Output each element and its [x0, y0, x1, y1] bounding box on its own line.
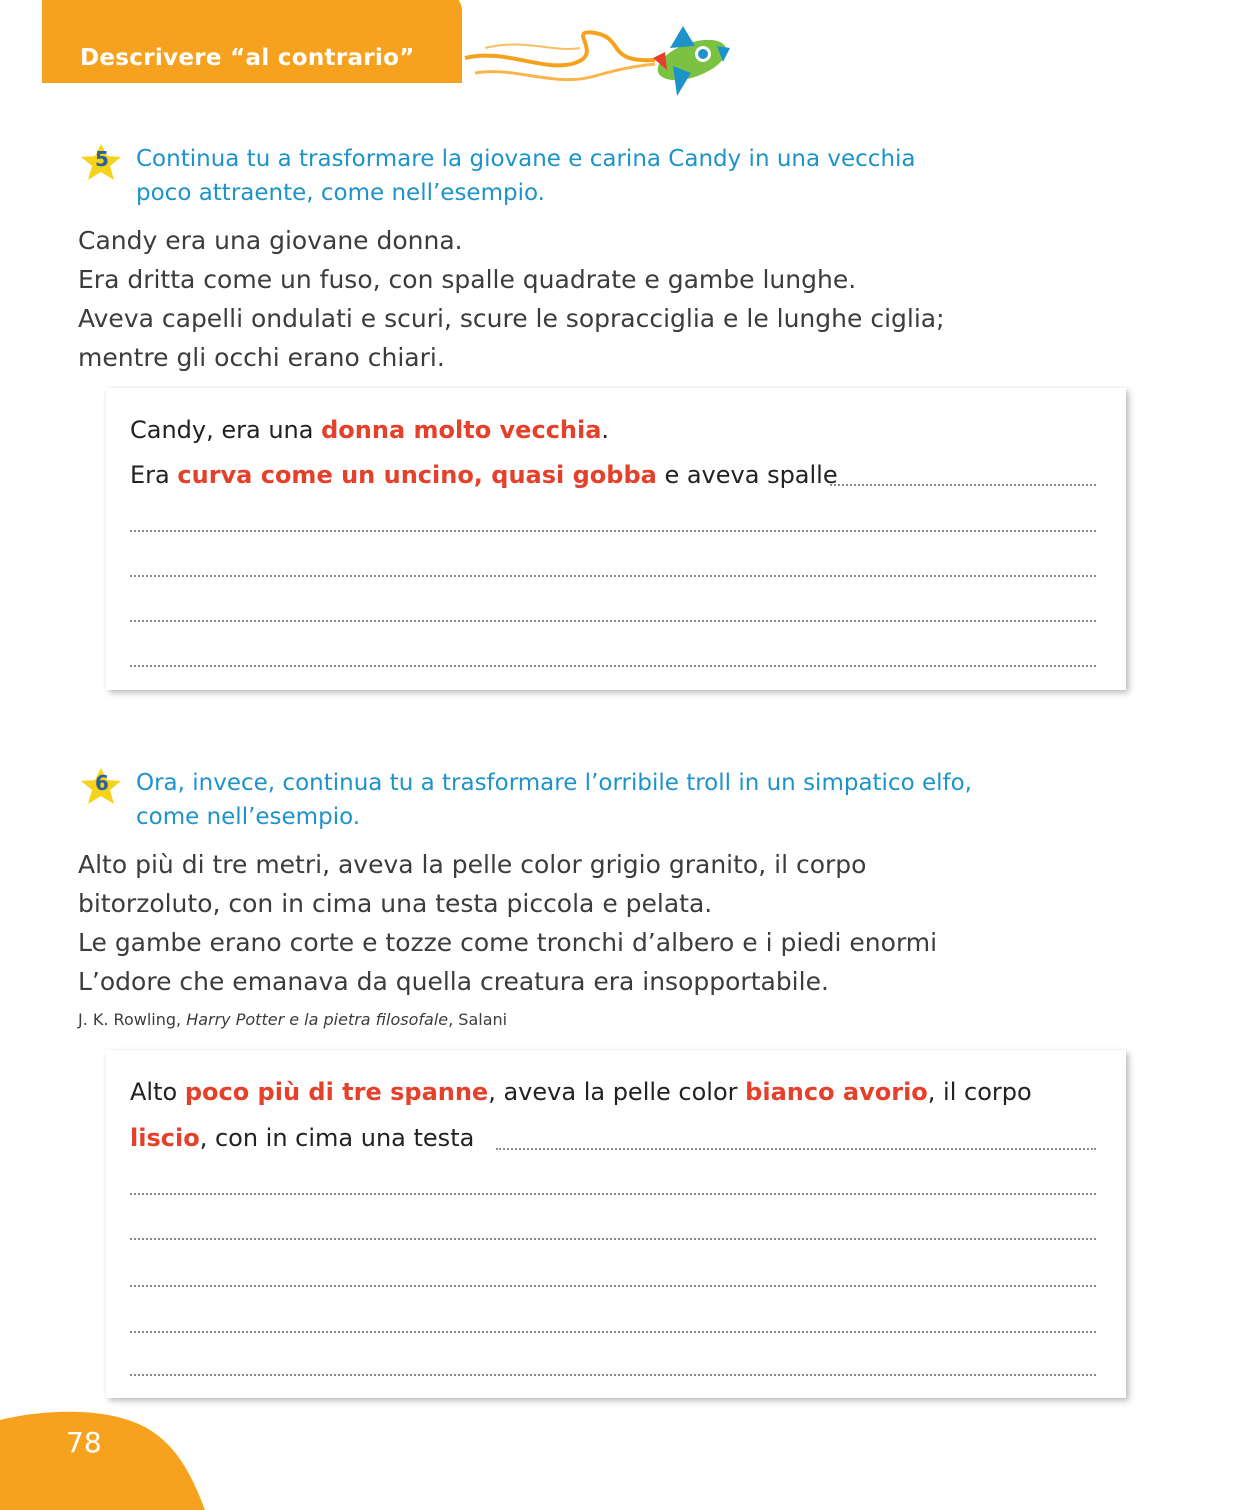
text-line: Le gambe erano corte e tozze come tronchi d’albero e i piedi enormi — [78, 928, 938, 957]
text-line: Aveva capelli ondulati e scuri, scure le sopracciglia e le lunghe ciglia; — [78, 304, 945, 333]
source-text — [78, 845, 1078, 1001]
answer-highlight: poco più di tre spanne — [184, 1078, 489, 1106]
answer-text: , aveva la pelle color — [488, 1078, 746, 1106]
write-line[interactable] — [130, 1331, 1096, 1333]
write-line[interactable] — [130, 575, 1096, 577]
citation-author: J. K. Rowling, — [78, 1010, 187, 1029]
text-line: Candy era una giovane donna. — [78, 226, 463, 255]
answer-line — [130, 1078, 1096, 1106]
rocket-icon — [455, 18, 735, 103]
answer-highlight: bianco avorio — [745, 1078, 928, 1106]
text-line: Era dritta come un fuso, con spalle quadrate e gambe lunghe. — [78, 265, 857, 294]
answer-text: , il corpo — [927, 1078, 1032, 1106]
exercise-number: 5 — [95, 147, 109, 171]
citation — [78, 1010, 507, 1029]
exercise-instruction — [136, 766, 1116, 834]
write-line[interactable] — [130, 1374, 1096, 1376]
answer-card — [106, 1050, 1126, 1398]
write-line[interactable] — [130, 1285, 1096, 1287]
answer-text: Era — [130, 461, 178, 489]
answer-highlight: liscio — [130, 1124, 200, 1152]
write-line[interactable] — [130, 620, 1096, 622]
page-number: 78 — [66, 1426, 102, 1459]
instruction-line: Continua tu a trasformare la giovane e carina Candy in una vecchia — [136, 146, 916, 172]
answer-card — [106, 388, 1126, 690]
answer-line — [130, 416, 1096, 444]
instruction-line: Ora, invece, continua tu a trasformare l’orribile troll in un simpatico elfo, — [136, 770, 972, 796]
answer-text: , con in cima una testa — [199, 1124, 475, 1152]
instruction-line: come nell’esempio. — [136, 804, 361, 830]
answer-highlight: donna molto vecchia — [321, 416, 602, 444]
text-line: mentre gli occhi erano chiari. — [78, 343, 445, 372]
write-line[interactable] — [130, 530, 1096, 532]
text-line: Alto più di tre metri, aveva la pelle color grigio granito, il corpo — [78, 850, 867, 879]
text-line: L’odore che emanava da quella creatura era insopportabile. — [78, 967, 829, 996]
answer-text: . — [601, 416, 610, 444]
page-title: Descrivere “al contrario” — [80, 45, 415, 71]
answer-text: Candy, era una — [130, 416, 322, 444]
write-line[interactable] — [130, 665, 1096, 667]
write-line[interactable] — [130, 1238, 1096, 1240]
citation-title: Harry Potter e la pietra filosofale — [186, 1010, 449, 1029]
write-line[interactable] — [496, 1148, 1096, 1150]
exercise-instruction — [136, 142, 1116, 210]
write-line[interactable] — [830, 484, 1096, 486]
source-text — [78, 221, 1078, 377]
answer-text: Alto — [130, 1078, 185, 1106]
write-line[interactable] — [130, 1193, 1096, 1195]
page-corner — [0, 1410, 205, 1510]
answer-text: e aveva spalle — [656, 461, 838, 489]
answer-highlight: curva come un uncino, quasi gobba — [177, 461, 657, 489]
citation-publisher: , Salani — [448, 1010, 508, 1029]
instruction-line: poco attraente, come nell’esempio. — [136, 180, 545, 206]
exercise-number: 6 — [95, 771, 109, 795]
text-line: bitorzoluto, con in cima una testa piccola e pelata. — [78, 889, 713, 918]
